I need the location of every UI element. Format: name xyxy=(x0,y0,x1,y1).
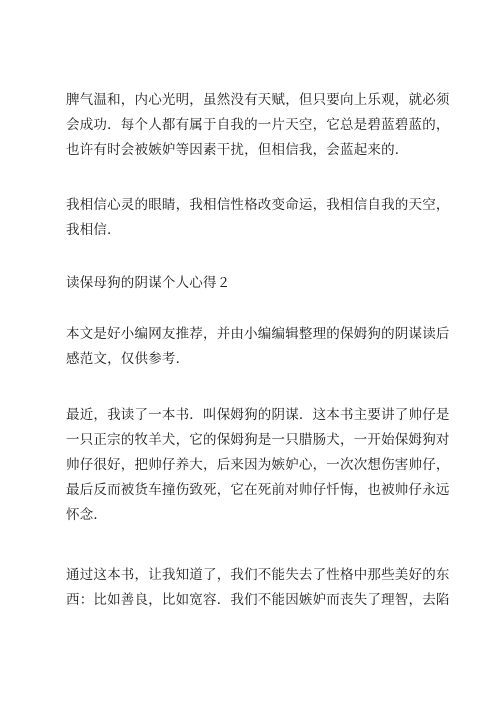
paragraph-line: 我相信． xyxy=(66,222,121,238)
paragraph-line: 通过这本书，让我知道了，我们不能失去了性格中那些美好的东 xyxy=(66,567,450,583)
paragraph-book-summary xyxy=(66,403,450,528)
paragraph-line: 感范文，仅供参考． xyxy=(66,351,190,367)
paragraph-line: 也许有时会被嫉妒等因素干扰，但相信我，会蓝起来的． xyxy=(66,142,409,158)
section-heading xyxy=(66,271,446,296)
paragraph-line: 帅仔很好，把帅仔养大，后来因为嫉妒心，一次次想伤害帅仔， xyxy=(66,457,450,473)
paragraph-intro xyxy=(66,322,450,372)
paragraph-line: 我相信心灵的眼睛，我相信性格改变命运，我相信自我的天空， xyxy=(66,197,450,213)
paragraph-reflection xyxy=(66,563,450,613)
paragraph-line: 最后反而被货车撞伤致死，它在死前对帅仔忏悔，也被帅仔永远 xyxy=(66,482,450,498)
paragraph-temperament xyxy=(66,88,450,163)
paragraph-line: 脾气温和，内心光明，虽然没有天赋，但只要向上乐观，就必须 xyxy=(66,92,450,108)
paragraph-line: 西：比如善良，比如宽容．我们不能因嫉妒而丧失了理智，去陷 xyxy=(66,592,450,608)
paragraph-line: 本文是好小编网友推荐，并由小编编辑整理的保姆狗的阴谋读后 xyxy=(66,326,450,342)
paragraph-line: 会成功．每个人都有属于自我的一片天空，它总是碧蓝碧蓝的， xyxy=(66,117,450,133)
paragraph-line: 一只正宗的牧羊犬，它的保姆狗是一只腊肠犬，一开始保姆狗对 xyxy=(66,432,450,448)
paragraph-line: 怀念． xyxy=(66,507,108,523)
paragraph-belief xyxy=(66,193,450,243)
heading-line: 读保母狗的阴谋个人心得２ xyxy=(66,275,231,291)
paragraph-line: 最近，我读了一本书．叫保姆狗的阴谋．这本书主要讲了帅仔是 xyxy=(66,407,450,423)
